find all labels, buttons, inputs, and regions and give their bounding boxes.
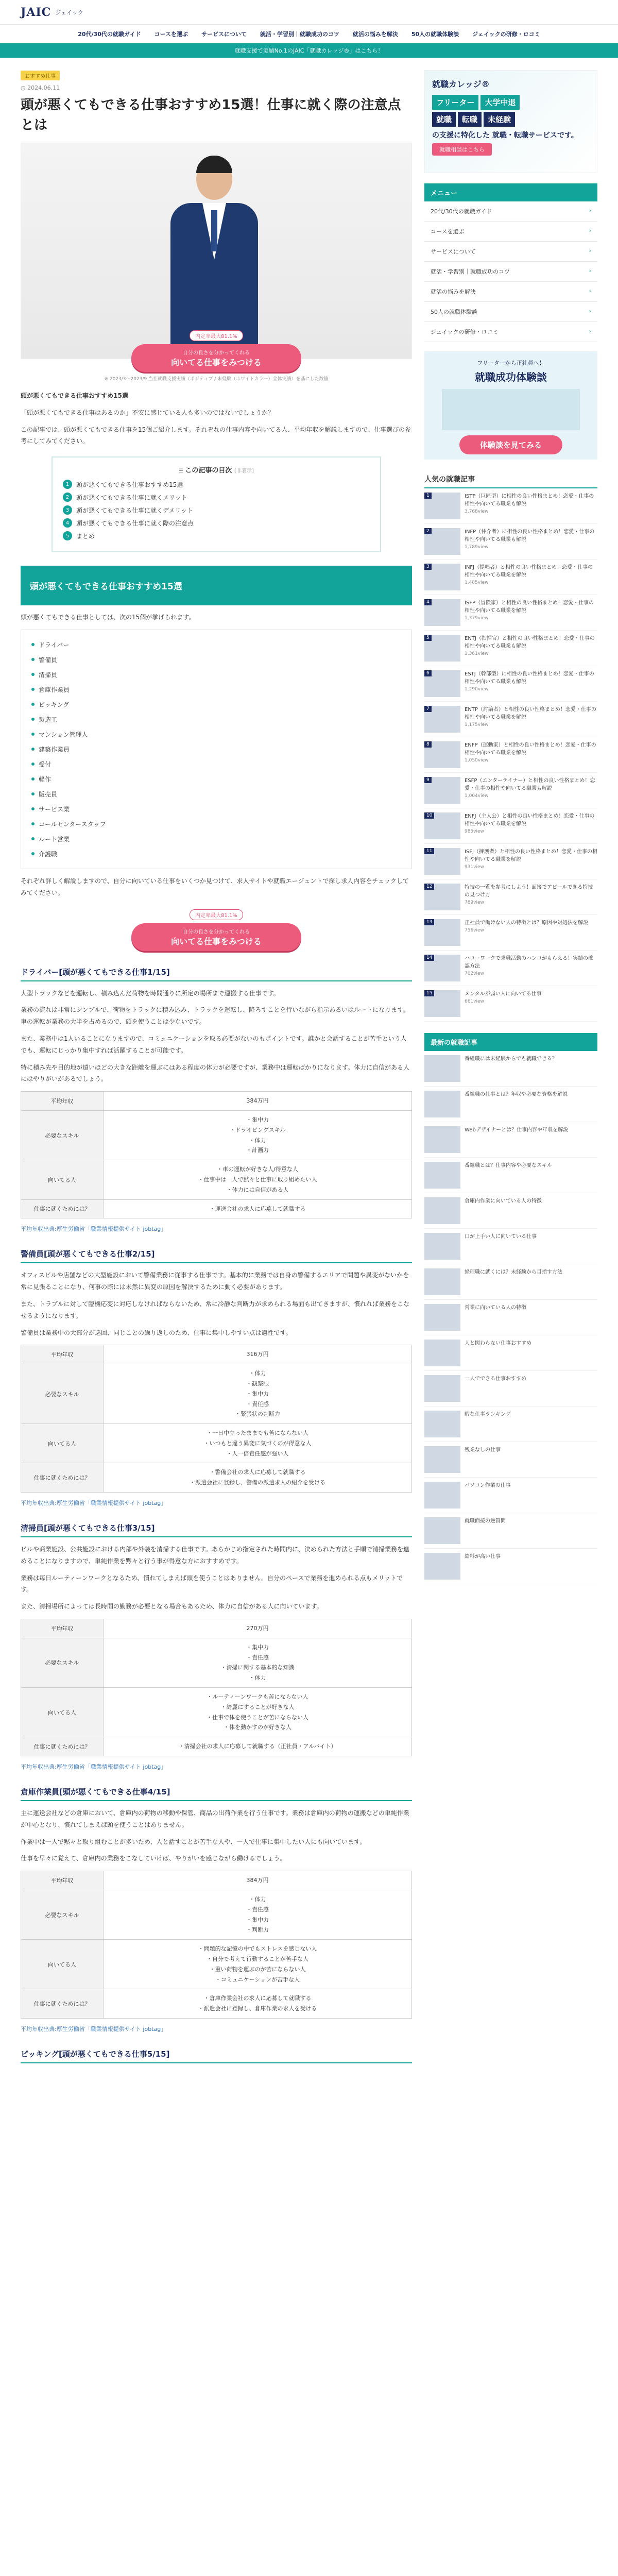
gnav-item[interactable]: 50人の就職体験談 bbox=[411, 30, 459, 38]
table-row bbox=[21, 1688, 412, 1737]
recent-title: 口が上手い人に向いている仕事 bbox=[465, 1234, 537, 1240]
article-thumbnail bbox=[424, 1375, 460, 1402]
recent-title: 人と関わらない仕事おすすめ bbox=[465, 1341, 532, 1346]
rank-badge: 10 bbox=[424, 812, 434, 819]
popular-list bbox=[424, 488, 597, 1022]
job-info-table bbox=[21, 1345, 412, 1493]
section-text: 業務の流れは非常にシンプルで、荷物をトラックに積み込み、トラックを運転し、降ろすことを行いながら指示あるいはルートになります。車の運転が業務の大半を占めるので、頭を使うことは少ないです。 bbox=[21, 1006, 409, 1026]
cta-block bbox=[21, 909, 412, 951]
logo-sub: ジェイック bbox=[55, 9, 83, 16]
recent-title: 就職面接の逆質問 bbox=[465, 1518, 506, 1524]
cta-small: 自分の良さを分かってくれる bbox=[183, 350, 250, 356]
publish-date bbox=[21, 84, 412, 91]
table-row bbox=[21, 1160, 412, 1199]
table-row bbox=[21, 1463, 412, 1493]
section-text: 大型トラックなどを運転し、積み込んだ荷物を時間通りに所定の場所まで運搬する仕事です。 bbox=[21, 989, 280, 997]
section-text: また、トラブルに対して臨機応変に対応しなければならないため、常に冷静な判断力が求められる場面も出てきますが、慣れれば業務をこなせるようになります。 bbox=[21, 1300, 410, 1319]
source-link[interactable]: 平均年収出典:厚生労働省「職業情報提供サイト jobtag」 bbox=[21, 2025, 167, 2032]
job-sections bbox=[21, 963, 412, 2033]
list-item[interactable] bbox=[424, 986, 597, 1022]
recent-title: 経理職に就くには？未経験から目指す方法 bbox=[465, 1269, 562, 1275]
businessman-illustration bbox=[170, 159, 258, 344]
date-text: 2024.06.11 bbox=[27, 84, 60, 91]
category-tag[interactable]: おすすめ仕事 bbox=[21, 71, 60, 80]
recent-list bbox=[424, 1051, 597, 1584]
section-text: 作業中は一人で黙々と取り組むことが多いため、人と話すことが苦手な人や、一人で仕事に集中したい人にも向いています。 bbox=[21, 1838, 366, 1845]
list-item[interactable] bbox=[424, 879, 597, 915]
rank-badge: 14 bbox=[424, 955, 434, 961]
success-story-banner[interactable] bbox=[424, 351, 597, 460]
table-cell: 向いてる人 bbox=[21, 1160, 104, 1199]
popular-title: ISFJ（擁護者）と相性の良い性格まとめ！恋愛・仕事の相性や向いてる職業を解説 bbox=[465, 849, 597, 862]
view-count: 661view bbox=[465, 999, 484, 1004]
list-item: 清掃員 bbox=[31, 667, 401, 682]
article bbox=[21, 70, 412, 2070]
list-item[interactable] bbox=[424, 1335, 597, 1371]
list-item[interactable] bbox=[424, 1371, 597, 1406]
table-cell: ・集中力 ・責任感 ・清掃に関する基本的な知識 ・体力 bbox=[104, 1638, 412, 1687]
table-cell: ・運送会社の求人に応募して就職する bbox=[104, 1199, 412, 1218]
cta-label: 向いてる仕事をみつける bbox=[171, 358, 262, 367]
list-item[interactable] bbox=[424, 1264, 597, 1300]
view-count: 3,768view bbox=[465, 509, 489, 514]
list-item[interactable] bbox=[424, 1406, 597, 1442]
table-cell: ・問題的な記憶の中でもストレスを感じない人 ・自分で考えて行動することが苦手な人 ・重い荷物を運ぶのが苦にならない人 ・コミュニケーションが苦手な人 bbox=[104, 1940, 412, 1989]
article-thumbnail bbox=[424, 1126, 460, 1153]
list-item[interactable] bbox=[424, 560, 597, 595]
list-item[interactable] bbox=[424, 1158, 597, 1193]
article-thumbnail bbox=[424, 1162, 460, 1189]
gnav-item[interactable]: 20代/30代の就職ガイド bbox=[78, 30, 141, 38]
lead-text: この記事では、頭が悪くてもできる仕事を15個ご紹介します。それぞれの仕事内容や向いてる人、平均年収を解説しますので、仕事選びの参考にしてみてください。 bbox=[21, 426, 411, 445]
view-count: 702view bbox=[465, 971, 484, 976]
banner-logo: 就職カレッジ® bbox=[432, 79, 490, 89]
table-cell: 384万円 bbox=[104, 1092, 412, 1111]
popular-title: ENTJ（指揮官）と相性の良い性格まとめ！恋愛・仕事の相性や向いてる職業も解説 bbox=[465, 636, 595, 649]
view-count: 756view bbox=[465, 928, 484, 933]
list-item: 警備員 bbox=[31, 652, 401, 667]
table-row bbox=[21, 1110, 412, 1160]
table-cell: ・倉庫作業会社の求人に応募して就職する ・派遣会社に登録し、倉庫作業の求人を受ける bbox=[104, 1989, 412, 2019]
list-item[interactable] bbox=[424, 1513, 597, 1549]
article-title: 頭が悪くてもできる仕事おすすめ15選！仕事に就く際の注意点とは bbox=[21, 97, 401, 133]
section-text: ビルや商業施設、公共施設における内部や外装を清掃する仕事です。あらかじめ指定された時間内に、決められた方法と手順で清掃業務を進めることになりますので、単純作業を黙々と行う事が得意な方におすすめです。 bbox=[21, 1546, 410, 1565]
rank-badge: 1 bbox=[424, 493, 432, 499]
view-count: 931view bbox=[465, 865, 484, 870]
table-cell: 仕事に就くためには？ bbox=[21, 1737, 104, 1756]
popular-title: 正社員で働けない人の特徴とは？原因や対処法を解説 bbox=[465, 920, 588, 926]
rank-badge: 4 bbox=[424, 599, 432, 605]
table-cell: 必要なスキル bbox=[21, 1890, 104, 1940]
list-item: ルート営業 bbox=[31, 832, 401, 846]
lead-text: 「頭が悪くてもできる仕事はあるのか」不安に感じている人も多いのではないでしょうか？ bbox=[21, 409, 274, 416]
job-info-table bbox=[21, 1091, 412, 1218]
banner-chip: 大学中退 bbox=[480, 95, 520, 110]
list-item[interactable] bbox=[424, 1478, 597, 1513]
clock-icon: ◷ bbox=[21, 84, 28, 91]
table-row bbox=[21, 1638, 412, 1687]
section-subheading: 清掃員[頭が悪くてもできる仕事3/15] bbox=[21, 1519, 412, 1537]
list-item[interactable] bbox=[424, 1051, 597, 1087]
side-menu-item[interactable]: サービスについて › bbox=[424, 242, 597, 262]
rank-badge: 9 bbox=[424, 777, 432, 783]
list-item[interactable] bbox=[424, 1229, 597, 1264]
article-thumbnail bbox=[424, 1055, 460, 1082]
list-item: マンション管理人 bbox=[31, 727, 401, 742]
list-item[interactable] bbox=[424, 915, 597, 951]
list-item[interactable] bbox=[424, 737, 597, 773]
view-count: 789view bbox=[465, 900, 484, 905]
popular-title: INFJ（提唱者）と相性の良い性格まとめ！恋愛・仕事の相性や向いてる職業を解説 bbox=[465, 565, 593, 578]
toc-item[interactable]: 4 頭が悪くてもできる仕事に就く際の注意点 bbox=[63, 518, 370, 528]
table-cell: 平均年収 bbox=[21, 1619, 104, 1638]
table-row bbox=[21, 1989, 412, 2019]
sb-button[interactable]: 体験談を見てみる bbox=[459, 435, 562, 454]
cta-badge: 内定率最大81.1% bbox=[190, 909, 243, 920]
table-cell: ・体力 ・観察眼 ・集中力 ・責任感 ・緊張状の判断力 bbox=[104, 1364, 412, 1424]
table-row bbox=[21, 1871, 412, 1890]
gnav-item[interactable]: 就活の悩みを解決 bbox=[352, 30, 398, 38]
chevron-right-icon: › bbox=[589, 308, 591, 314]
toc-toggle[interactable]: [非表示] bbox=[234, 468, 254, 474]
job-info-table bbox=[21, 1871, 412, 2019]
cta-button[interactable]: 自分の良さを分かってくれる 向いてる仕事をみつける bbox=[131, 923, 301, 951]
side-menu bbox=[424, 201, 597, 342]
site-header bbox=[0, 0, 618, 25]
list-item[interactable] bbox=[424, 666, 597, 702]
section-text: 主に運送会社などの倉庫において、倉庫内の荷物の移動や保管、商品の出荷作業を行う仕事です。業務は倉庫内の荷物の運搬などの単純作業が中心となり、慣れてしまえば頭を使うことはありません。 bbox=[21, 1809, 409, 1828]
list-item: 販売員 bbox=[31, 787, 401, 802]
table-cell: ・警備会社の求人に応募して就職する ・派遣会社に登録し、警備の派遣求人の紹介を受ける bbox=[104, 1463, 412, 1493]
view-count: 1,290view bbox=[465, 687, 489, 692]
article-thumbnail bbox=[424, 1340, 460, 1366]
side-menu-item[interactable]: 20代/30代の就職ガイド › bbox=[424, 201, 597, 222]
chevron-right-icon: › bbox=[589, 267, 591, 274]
list-item: コールセンタースタッフ bbox=[31, 817, 401, 832]
list-item: サービス業 bbox=[31, 802, 401, 817]
recent-title: 番組職とは？仕事内容や必要なスキル bbox=[465, 1163, 552, 1168]
side-menu-item[interactable]: 就活・学習別｜就職成功のコツ › bbox=[424, 262, 597, 282]
list-item: 建築作業員 bbox=[31, 742, 401, 757]
rank-badge: 15 bbox=[424, 990, 434, 996]
popular-title: ISFP（冒険家）と相性の良い性格まとめ！恋愛・仕事の相性や向いてる職業を解説 bbox=[465, 600, 594, 614]
view-count: 1,789view bbox=[465, 545, 489, 550]
source-link[interactable]: 平均年収出典:厚生労働省「職業情報提供サイト jobtag」 bbox=[21, 1500, 167, 1507]
cta-button[interactable] bbox=[131, 344, 301, 372]
article-thumbnail bbox=[424, 1446, 460, 1473]
cta-badge: 内定率最大81.1% bbox=[190, 330, 243, 341]
list-item[interactable] bbox=[424, 844, 597, 879]
table-row bbox=[21, 1940, 412, 1989]
table-row bbox=[21, 1345, 412, 1364]
table-cell: 平均年収 bbox=[21, 1092, 104, 1111]
table-cell: ・清掃会社の求人に応募して就職する（正社員・アルバイト） bbox=[104, 1737, 412, 1756]
popular-title: 特技の一覧を参考にしよう！面接でアピールできる特技の見つけ方 bbox=[465, 885, 593, 898]
section-text: 警備員は業務中の大部分が巡回、同じことの繰り返しのため、仕事に集中しやすい点は適性です。 bbox=[21, 1329, 292, 1336]
table-cell: 仕事に就くためには？ bbox=[21, 1989, 104, 2019]
table-cell: 平均年収 bbox=[21, 1871, 104, 1890]
section-subheading: ピッキング[頭が悪くてもできる仕事5/15] bbox=[21, 2045, 412, 2063]
rank-badge: 13 bbox=[424, 919, 434, 925]
list-item: 製造工 bbox=[31, 712, 401, 727]
job-info-table bbox=[21, 1619, 412, 1756]
promo-bar[interactable]: 就職支援で実績No.1のJAIC「就職カレッジ®」はこちら！ bbox=[0, 43, 618, 58]
popular-title: ENFP（運動家）と相性の良い性格まとめ！恋愛・仕事の相性や向いてる職業を解説 bbox=[465, 742, 596, 756]
recent-title: 営業に向いている人の特徴 bbox=[465, 1305, 526, 1311]
article-thumbnail bbox=[424, 1197, 460, 1224]
chevron-right-icon: › bbox=[589, 328, 591, 334]
table-cell: 必要なスキル bbox=[21, 1638, 104, 1687]
article-thumbnail bbox=[424, 1553, 460, 1580]
rank-badge: 12 bbox=[424, 884, 434, 890]
table-row bbox=[21, 1737, 412, 1756]
rank-badge: 2 bbox=[424, 528, 432, 534]
banner-button[interactable]: 就職相談はこちら bbox=[432, 143, 492, 156]
table-cell: ・ルーティーンワークも苦にならない人 ・綺麗にすることが好きな人 ・仕事で体を使うことが苦にならない人 ・体を動かすのが好きな人 bbox=[104, 1688, 412, 1737]
section-lead: 頭が悪くてもできる仕事としては、次の15個が挙げられます。 bbox=[21, 614, 195, 621]
side-menu-item[interactable]: 就活の悩みを解決 › bbox=[424, 282, 597, 302]
table-cell: 仕事に就くためには？ bbox=[21, 1463, 104, 1493]
view-count: 1,485view bbox=[465, 580, 489, 585]
table-cell: ・車の運転が好きな人/得意な人 ・仕事中は一人で黙々と仕事に取り組めたい人 ・体力には自信がある人 bbox=[104, 1160, 412, 1199]
table-cell: ・集中力 ・ドライビングスキル ・体力 ・計画力 bbox=[104, 1110, 412, 1160]
table-row bbox=[21, 1092, 412, 1111]
section-subheading: ドライバー[頭が悪くてもできる仕事1/15] bbox=[21, 963, 412, 981]
toc-item[interactable]: 3 頭が悪くてもできる仕事に就くデメリット bbox=[63, 505, 370, 515]
table-row bbox=[21, 1424, 412, 1463]
source-link[interactable]: 平均年収出典:厚生労働省「職業情報提供サイト jobtag」 bbox=[21, 1226, 167, 1233]
recent-title: 倉庫内作業に向いている人の特徴 bbox=[465, 1198, 542, 1204]
rank-badge: 6 bbox=[424, 670, 432, 676]
table-row bbox=[21, 1364, 412, 1424]
list-item[interactable] bbox=[424, 808, 597, 844]
list-item[interactable] bbox=[424, 1122, 597, 1158]
popular-title: ESFP（エンターテイナー）と相性の良い性格まとめ！恋愛・仕事の相性や向いてる職業も解説 bbox=[465, 778, 595, 791]
list-item[interactable] bbox=[424, 631, 597, 666]
toc-item[interactable]: 1 頭が悪くてもできる仕事おすすめ15選 bbox=[63, 480, 370, 489]
banner-sub: の支援に特化した 就職・転職サービスです。 bbox=[432, 131, 578, 140]
table-cell: 向いてる人 bbox=[21, 1424, 104, 1463]
chevron-right-icon: › bbox=[589, 247, 591, 254]
sidebar bbox=[424, 70, 597, 2070]
list-item[interactable] bbox=[424, 702, 597, 737]
section-text: 仕事を早々に覚えて、倉庫内の業務をこなしていけば、やりがいを感じながら働けるでしょう。 bbox=[21, 1855, 286, 1862]
list-item[interactable] bbox=[424, 595, 597, 631]
list-item[interactable] bbox=[424, 1087, 597, 1122]
gnav-item[interactable]: ジェイックの研修・ロコミ bbox=[472, 30, 540, 38]
hero-image bbox=[21, 143, 412, 359]
source-note bbox=[21, 1762, 412, 1771]
recent-title: 番組職の仕事とは？年収や必要な資格を解説 bbox=[465, 1092, 568, 1097]
list-item: 倉庫作業員 bbox=[31, 682, 401, 697]
popular-title: INFP（仲介者）に相性の良い性格まとめ！恋愛・仕事の相性や向いてる職業も解説 bbox=[465, 529, 595, 543]
article-thumbnail bbox=[424, 1268, 460, 1295]
view-count: 1,379view bbox=[465, 616, 489, 621]
list-icon: ☰ bbox=[179, 468, 185, 474]
popular-heading: 人気の就職記事 bbox=[424, 471, 597, 488]
table-cell: 316万円 bbox=[104, 1345, 412, 1364]
source-note bbox=[21, 2025, 412, 2033]
rank-badge: 8 bbox=[424, 741, 432, 748]
recent-title: パソコン作業の仕事 bbox=[465, 1483, 511, 1488]
sb-top: フリーターから正社員へ！ bbox=[477, 360, 545, 366]
list-item[interactable] bbox=[424, 1193, 597, 1229]
table-cell: 必要なスキル bbox=[21, 1110, 104, 1160]
section-text: また、清掃場所によっては長時間の勤務が必要となる場合もあるため、体力に自信がある人に向いています。 bbox=[21, 1603, 323, 1611]
view-count: 1,004view bbox=[465, 793, 489, 799]
view-count: 1,175view bbox=[465, 722, 489, 727]
popular-title: ENFJ（主人公）と相性の良い性格まとめ！恋愛・仕事の相性や向いてる職業を解説 bbox=[465, 814, 595, 827]
popular-title: ENTP（討論者）と相性の良い性格まとめ！恋愛・仕事の相性や向いてる職業を解説 bbox=[465, 707, 596, 720]
section-text: また、業務中は1人いることになりますので、コミュニケーションを取る必要がないのもポイントです。誰かと会話することが苦手という人でも、運転にじっかり集中すれば活躍することが可能です。 bbox=[21, 1035, 407, 1054]
view-count: 1,050view bbox=[465, 758, 489, 763]
list-item: 軽作 bbox=[31, 772, 401, 787]
global-nav bbox=[0, 25, 618, 43]
section-text: 特に積み先や目的地が遠いほどの大きな距離を運ぶにはある程度の体力が必要ですが、業務中は運転ばかりになります。体力に自信がある人にはやりがいがあるでしょう。 bbox=[21, 1063, 410, 1083]
recent-title: 暇な仕事ランキング bbox=[465, 1412, 511, 1417]
table-cell: 384万円 bbox=[104, 1871, 412, 1890]
table-cell: 270万円 bbox=[104, 1619, 412, 1638]
job-list bbox=[21, 630, 412, 869]
section-text: それぞれ詳しく解説しますので、自分に向いている仕事をいくつか見つけて、求人サイトや就職エージェントで探し求人内容をチェックしてみてください。 bbox=[21, 877, 409, 896]
table-row bbox=[21, 1199, 412, 1218]
college-banner[interactable] bbox=[424, 70, 597, 173]
gnav-item[interactable]: サービスについて bbox=[201, 30, 247, 38]
view-count: 985view bbox=[465, 829, 484, 834]
list-item[interactable] bbox=[424, 488, 597, 524]
popular-title: ESTJ（幹部型）に相性の良い性格まとめ！恋愛・仕事の相性や向いてる職業も解説 bbox=[465, 671, 594, 685]
list-item: 介護職 bbox=[31, 846, 401, 861]
toc-item[interactable]: 5 まとめ bbox=[63, 531, 370, 540]
chevron-right-icon: › bbox=[589, 207, 591, 214]
list-item[interactable] bbox=[424, 951, 597, 986]
table-cell: ・一日中立ったままでも苦にならない人 ・いつもと違う異変に気づくのが得意な人 ・人一倍責任感が強い人 bbox=[104, 1424, 412, 1463]
rank-badge: 11 bbox=[424, 848, 434, 854]
logo-mark: JAIC bbox=[21, 5, 52, 19]
side-menu-item[interactable]: ジェイックの研修・ロコミ › bbox=[424, 322, 597, 342]
table-cell: ・体力 ・責任感 ・集中力 ・判断力 bbox=[104, 1890, 412, 1940]
list-item[interactable] bbox=[424, 1300, 597, 1335]
chevron-right-icon: › bbox=[589, 227, 591, 234]
cta-note: ※ 2023/3〜2023/9 当社就職支援実績（ポジティブ / 未経験（ホワイトカラー）全体実績）を基にした数値 bbox=[104, 377, 329, 382]
recent-title: 残業なしの仕事 bbox=[465, 1447, 501, 1453]
section-subheading: 倉庫作業員[頭が悪くてもできる仕事4/15] bbox=[21, 1783, 412, 1801]
article-thumbnail bbox=[424, 1091, 460, 1117]
list-item[interactable] bbox=[424, 524, 597, 560]
recent-heading: 最新の就職記事 bbox=[424, 1033, 597, 1051]
section-text: オフィスビルや店舗などの大型施設において警備業務に従事する仕事です。基本的に業務では自身の警備するエリアで問題や異変がないかを常に見張ることになり、何事の際には未然に異変の原因を解決するために動く必要があります。 bbox=[21, 1272, 409, 1291]
side-menu-item[interactable]: コースを選ぶ › bbox=[424, 222, 597, 242]
article-thumbnail bbox=[424, 1411, 460, 1437]
gnav-item[interactable]: 就活・学習別｜就職成功のコツ bbox=[260, 30, 339, 38]
list-item[interactable] bbox=[424, 773, 597, 808]
gnav-item[interactable]: コースを選ぶ bbox=[154, 30, 188, 38]
lead-heading: 頭が悪くてもできる仕事おすすめ15選 bbox=[21, 392, 128, 399]
list-item[interactable] bbox=[424, 1442, 597, 1478]
section-text: 業務は毎日ルーティーンワークとなるため、慣れてしまえば頭を使うことはありません。自分のペースで業務を進められる点もメリットです。 bbox=[21, 1574, 403, 1594]
banner-chip: 未経験 bbox=[484, 112, 515, 127]
site-logo[interactable] bbox=[21, 6, 83, 19]
rank-badge: 3 bbox=[424, 564, 432, 570]
banner-chip: 転職 bbox=[458, 112, 482, 127]
popular-title: ハローワークで求職活動のハンコがもらえる！実績の確認方法 bbox=[465, 956, 593, 969]
section-subheading: 警備員[頭が悪くてもできる仕事2/15] bbox=[21, 1245, 412, 1263]
cta-block bbox=[21, 330, 412, 372]
recent-title: Webデザイナーとは？仕事内容や年収を解説 bbox=[465, 1127, 569, 1133]
recent-title: 一人でできる仕事おすすめ bbox=[465, 1376, 527, 1382]
table-cell: 必要なスキル bbox=[21, 1364, 104, 1424]
list-item[interactable] bbox=[424, 1549, 597, 1584]
toc-title: ☰ この記事の目次 [非表示] bbox=[179, 467, 254, 475]
source-note bbox=[21, 1225, 412, 1233]
rank-badge: 5 bbox=[424, 635, 432, 641]
article-thumbnail bbox=[424, 1517, 460, 1544]
list-item: 受付 bbox=[31, 757, 401, 772]
article-thumbnail bbox=[424, 1304, 460, 1331]
table-cell: 向いてる人 bbox=[21, 1940, 104, 1989]
popular-title: メンタルが弱い人に向いてる仕事 bbox=[465, 991, 542, 997]
side-menu-item[interactable]: 50人の就職体験談 › bbox=[424, 302, 597, 322]
table-row bbox=[21, 1619, 412, 1638]
popular-title: ISTP（巨匠型）に相性の良い性格まとめ！恋愛・仕事の相性や向いてる職業も解説 bbox=[465, 494, 594, 507]
table-cell: 平均年収 bbox=[21, 1345, 104, 1364]
recent-title: 番組職には未経験からでも就職できる？ bbox=[465, 1056, 557, 1062]
view-count: 1,361view bbox=[465, 651, 489, 656]
banner-chip: フリーター bbox=[432, 95, 478, 110]
list-item: ドライバー bbox=[31, 637, 401, 652]
source-link[interactable]: 平均年収出典:厚生労働省「職業情報提供サイト jobtag」 bbox=[21, 1764, 167, 1771]
chevron-right-icon: › bbox=[589, 287, 591, 294]
article-thumbnail bbox=[424, 1233, 460, 1260]
article-thumbnail bbox=[424, 1482, 460, 1509]
sb-title: 就職成功体験談 bbox=[475, 371, 547, 383]
people-image bbox=[442, 389, 580, 430]
section-heading: 頭が悪くてもできる仕事おすすめ15選 bbox=[21, 566, 412, 605]
source-note bbox=[21, 1499, 412, 1507]
toc-item[interactable]: 2 頭が悪くてもできる仕事に就くメリット bbox=[63, 493, 370, 502]
table-row bbox=[21, 1890, 412, 1940]
recent-title: 給料が高い仕事 bbox=[465, 1554, 501, 1560]
table-of-contents bbox=[52, 456, 381, 552]
list-item: ピッキング bbox=[31, 697, 401, 712]
banner-chip: 就職 bbox=[432, 112, 456, 127]
table-cell: 向いてる人 bbox=[21, 1688, 104, 1737]
table-cell: 仕事に就くためには？ bbox=[21, 1199, 104, 1218]
menu-heading: メニュー bbox=[424, 183, 597, 201]
rank-badge: 7 bbox=[424, 706, 432, 712]
